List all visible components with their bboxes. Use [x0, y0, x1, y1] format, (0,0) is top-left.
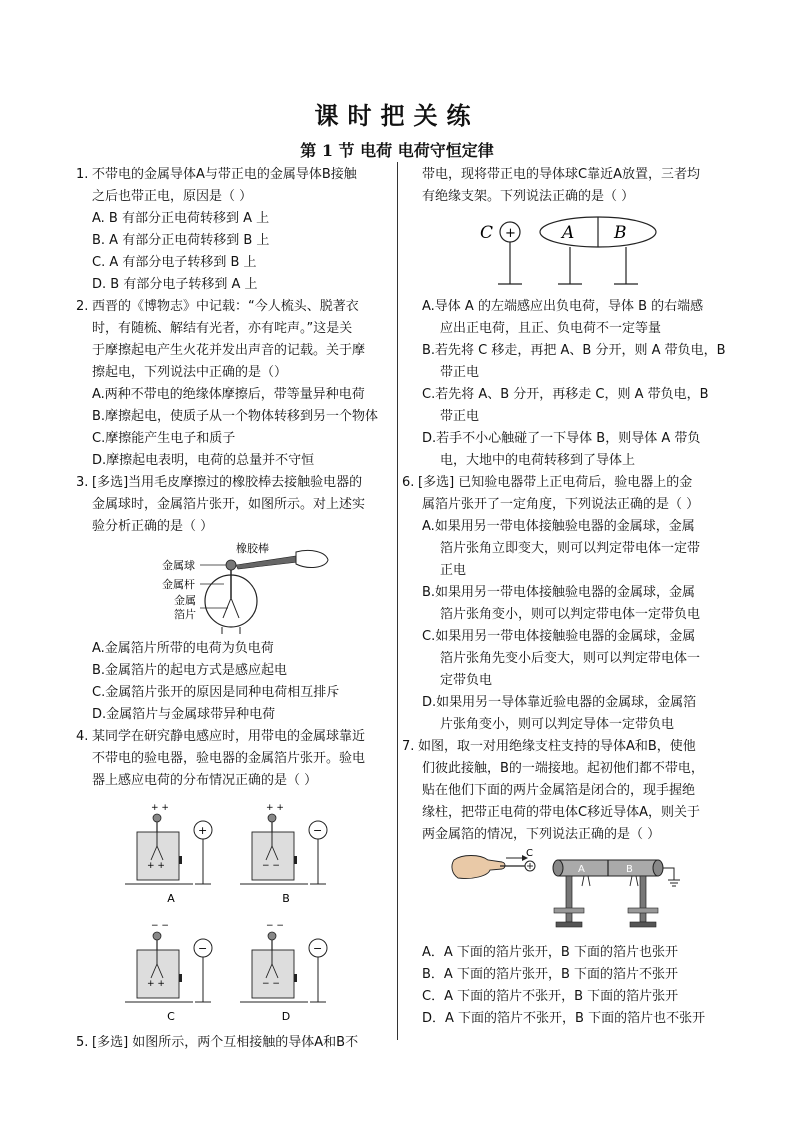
option-a[interactable]: A. B 有部分正电荷转移到 A 上: [92, 211, 270, 226]
induction-options-figure: [76, 792, 394, 1032]
question-text: [多选] 已知验电器带上正电荷后，验电器上的金: [418, 475, 693, 490]
panel-a-ball: [153, 814, 161, 822]
question-text: 带电，现将带正电的导体球C靠近A放置，三者均: [422, 167, 700, 182]
panel-d-case: [252, 950, 294, 998]
question-number: 6.: [402, 475, 415, 490]
panel-b-ball-sign: −: [313, 824, 323, 837]
option-c-cont: 定带负电: [440, 673, 493, 688]
question-text: [多选] 如图所示，两个互相接触的导体A和B不: [92, 1035, 359, 1050]
panel-c-top-charges: − −: [151, 921, 169, 931]
question-text: 如图，取一对用绝缘支柱支持的导体A和B，使他: [418, 739, 696, 754]
option-d[interactable]: D.摩擦起电表明，电荷的总量并不守恒: [92, 453, 315, 468]
hand-icon: [452, 856, 505, 879]
question-text: 西晋的《博物志》中记载：“今人梳头、脱著衣: [92, 299, 359, 314]
option-c-cont: 带正电: [440, 409, 480, 424]
panel-a-ball-sign: +: [198, 824, 208, 837]
body-c-label: C: [526, 848, 533, 859]
panel-c-case: [137, 950, 179, 998]
option-d-cont: 片张角变小，则可以判定导体一定带负电: [440, 717, 675, 732]
panel-c-ball-sign: −: [198, 942, 208, 955]
option-d[interactable]: D.如果用另一导体靠近验电器的金属球，金属箔: [422, 695, 697, 710]
conductor-b-label: B: [614, 223, 627, 243]
question-text: 擦起电，下列说法中正确的是（）: [92, 365, 288, 380]
foil-label-2: 箔片: [174, 608, 196, 621]
panel-b-clip: [294, 856, 297, 864]
option-b[interactable]: B.若先将 C 移走，再把 A、B 分开，则 A 带负电，B: [422, 343, 726, 358]
ball-label: 金属球: [162, 559, 195, 572]
stem-label: 金属杆: [162, 578, 195, 591]
option-c-cont: 箔片张角先变小后变大，则可以判定带电体一: [440, 651, 701, 666]
option-b[interactable]: B. A 有部分正电荷转移到 B 上: [92, 233, 270, 248]
question-text: 两金属箔的情况，下列说法正确的是（ ）: [422, 827, 661, 842]
option-b[interactable]: B.如果用另一带电体接触验电器的金属球，金属: [422, 585, 696, 600]
conductors-figure: [402, 208, 742, 296]
conductor-a-label: A: [562, 223, 575, 243]
question-text: 们彼此接触，B的一端接地。起初他们都不带电，: [422, 761, 704, 776]
rod-label: 橡胶棒: [236, 542, 269, 555]
panel-d-label: D: [281, 1010, 291, 1023]
question-text: 不带电的金属导体A与带正电的金属导体B接触: [92, 167, 357, 182]
question-text: 贴在他们下面的两片金属箔是闭合的，现手握绝: [422, 783, 696, 798]
question-number: 5.: [76, 1035, 89, 1050]
question-number: 1.: [76, 167, 89, 182]
option-b[interactable]: B.金属箔片的起电方式是感应起电: [92, 663, 288, 678]
panel-b-top-charges: + +: [266, 803, 284, 813]
question-3: [76, 472, 394, 726]
question-text: 于摩擦起电产生火花并发出声音的记载。关于摩: [92, 343, 366, 358]
conductor-b-label: B: [626, 864, 633, 875]
option-b[interactable]: B．A 下面的箔片张开，B 下面的箔片不张开: [422, 967, 678, 982]
panel-d-ball-sign: −: [313, 942, 323, 955]
panel-b-label: B: [282, 892, 290, 905]
panel-a-top-charges: + +: [151, 803, 169, 813]
option-a[interactable]: A.两种不带电的绝缘体摩擦后，带等量异种电荷: [92, 387, 365, 402]
question-text: 时，有随梳、解结有光者，亦有咤声。”这是关: [92, 321, 353, 336]
grounded-conductors-figure: [402, 846, 742, 942]
panel-d-inner-charges: − −: [262, 979, 280, 989]
question-number: 2.: [76, 299, 89, 314]
right-column: [402, 164, 742, 1030]
option-c[interactable]: C.金属箔片张开的原因是同种电荷相互排斥: [92, 685, 340, 700]
page-title: 课时把关练: [314, 101, 480, 130]
option-d[interactable]: D. B 有部分电子转移到 A 上: [92, 277, 258, 292]
option-d[interactable]: D.若手不小心触碰了一下导体 B，则导体 A 带负: [422, 431, 701, 446]
option-b-cont: 箔片张角变小，则可以判定带电体一定带负电: [440, 607, 701, 622]
question-text: 属箔片张开了一定角度，下列说法正确的是（ ）: [422, 497, 700, 512]
left-column: [76, 164, 394, 1054]
option-a[interactable]: A．A 下面的箔片张开，B 下面的箔片也张开: [422, 945, 678, 960]
panel-d-clip: [294, 974, 297, 982]
option-d[interactable]: D.金属箔片与金属球带异种电荷: [92, 707, 276, 722]
question-text: 有绝缘支架。下列说法正确的是（ ）: [422, 189, 635, 204]
question-number: 7.: [402, 739, 415, 754]
panel-c-label: C: [167, 1010, 175, 1023]
question-7: [402, 736, 742, 1030]
foil-label-1: 金属: [174, 594, 196, 607]
question-2: [76, 296, 394, 472]
question-1: [76, 164, 394, 296]
question-text: 缘柱，把带正电荷的带电体C移近导体A，则关于: [422, 805, 700, 820]
option-c[interactable]: C.如果用另一带电体接触验电器的金属球，金属: [422, 629, 696, 644]
panel-c-inner-charges: + +: [147, 979, 165, 989]
question-5: [76, 1032, 394, 1054]
option-c[interactable]: C．A 下面的箔片不张开，B 下面的箔片张开: [422, 989, 679, 1004]
question-4: [76, 726, 394, 1032]
option-a-cont: 箔片张角立即变大，则可以判定带电体一定带: [440, 541, 701, 556]
panel-b-case: [252, 832, 294, 880]
option-c[interactable]: C. A 有部分电子转移到 B 上: [92, 255, 257, 270]
option-a[interactable]: A.金属箔片所带的电荷为负电荷: [92, 641, 274, 656]
panel-a-inner-charges: + +: [147, 861, 165, 871]
panel-c-clip: [179, 974, 182, 982]
panel-a-label: A: [167, 892, 175, 905]
panel-a-case: [137, 832, 179, 880]
question-text: 器上感应电荷的分布情况正确的是（ ）: [92, 773, 318, 788]
section-title: 第 1 节 电荷 电荷守恒定律: [300, 141, 494, 160]
question-number: 3.: [76, 475, 89, 490]
question-text: 验分析正确的是（ ）: [92, 519, 214, 534]
question-text: 不带电的验电器，验电器的金属箔片张开。验电: [92, 751, 366, 766]
panel-d-top-charges: − −: [266, 921, 284, 931]
column-divider: [397, 162, 398, 1040]
option-b[interactable]: B.摩擦起电，使质子从一个物体转移到另一个物体: [92, 409, 379, 424]
electroscope-figure: [76, 538, 376, 638]
panel-b-inner-charges: − −: [262, 861, 280, 871]
panel-a-clip: [179, 856, 182, 864]
question-6: [402, 472, 742, 736]
option-d-cont: 电，大地中的电荷转移到了导体上: [440, 453, 636, 468]
question-text: [多选]当用毛皮摩擦过的橡胶棒去接触验电器的: [92, 475, 363, 490]
question-text: 某同学在研究静电感应时，用带电的金属球靠近: [92, 729, 366, 744]
question-5-continued: [402, 164, 742, 472]
conductor-a-label: A: [578, 864, 585, 875]
option-a[interactable]: A.导体 A 的左端感应出负电荷，导体 B 的右端感: [422, 299, 704, 314]
question-number: 4.: [76, 729, 89, 744]
plus-sign: +: [505, 226, 516, 241]
panel-b-ball: [268, 814, 276, 822]
option-c[interactable]: C.若先将 A、B 分开，再移走 C，则 A 带负电，B: [422, 387, 709, 402]
option-a-cont: 应出正电荷，且正、负电荷不一定等量: [440, 321, 662, 336]
question-text: 之后也带正电，原因是（ ）: [92, 189, 253, 204]
option-b-cont: 带正电: [440, 365, 480, 380]
option-a[interactable]: A.如果用另一带电体接触验电器的金属球，金属: [422, 519, 695, 534]
conductor-c-label: C: [480, 223, 494, 243]
option-c[interactable]: C.摩擦能产生电子和质子: [92, 431, 236, 446]
option-d[interactable]: D．A 下面的箔片不张开，B 下面的箔片也不张开: [422, 1011, 706, 1026]
option-a-cont: 正电: [440, 563, 467, 578]
question-text: 金属球时，金属箔片张开，如图所示。对上述实: [92, 497, 366, 512]
panel-d-ball: [268, 932, 276, 940]
panel-c-ball: [153, 932, 161, 940]
